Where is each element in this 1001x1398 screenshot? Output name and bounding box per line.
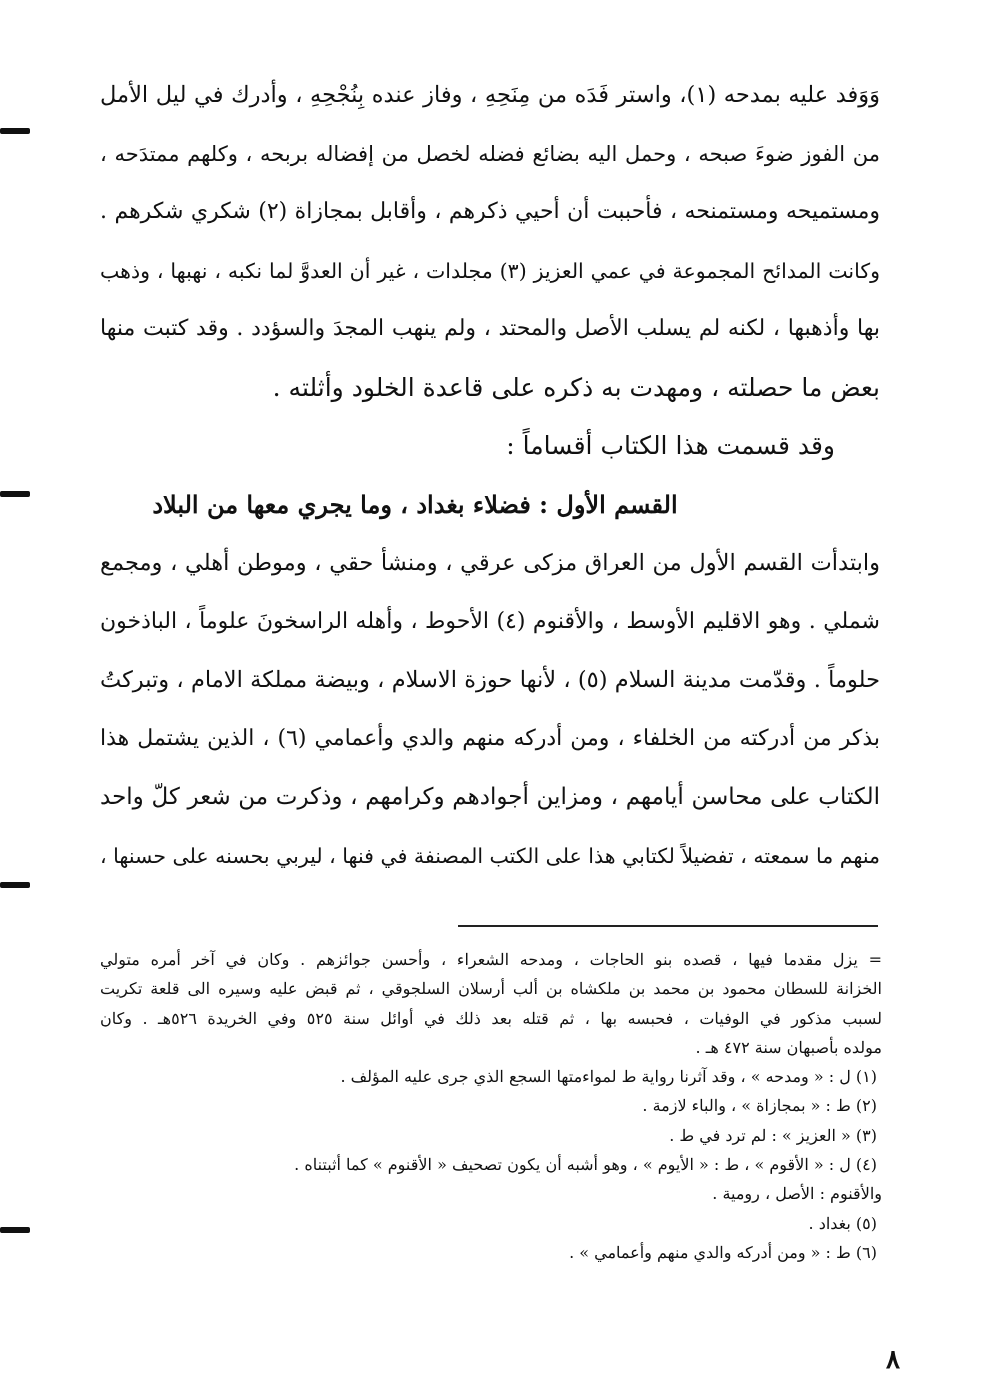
footnote-line: مولده بأصبهان سنة ٤٧٢ هـ . <box>695 1037 882 1057</box>
main-text <box>100 66 880 885</box>
footnotes <box>100 945 882 1267</box>
footnote-line: الخزانة للسطان محمود بن محمد بن ملكشاه بن ألب أرسلان السلجوقي ، ثم قبض عليه وسيره الى قلعة تكريت <box>100 979 882 999</box>
footnote-divider <box>458 925 878 927</box>
footnote-line: (١) ل : « ومدحه » ، وقد آثرنا رواية ط لمواءمتها السجع الذي جرى عليه المؤلف . <box>340 1067 877 1087</box>
text-line: بذكر من أدركته من الخلفاء ، ومن أدركه منهم والدي وأعمامي (٦) ، الذين يشتمل هذا <box>100 725 880 751</box>
text-line: بها وأذهبها ، لكنه لم يسلب الأصل والمحتد ، ولم ينهب المجدَ والسؤدد . وقد كتبت منها <box>100 316 880 341</box>
margin-mark <box>0 882 30 888</box>
footnote-line: (٣) « العزيز » : لم ترد في ط . <box>669 1125 877 1145</box>
text-line: من الفوز ضوءَ صبحه ، وحمل اليه بضائع فضله لخصل من إفضاله بربحه ، وكلهم ممتدَحه ، <box>100 141 880 166</box>
text-line: الكتاب على محاسن أيامهم ، ومزاين أجوادهم وكرامهم ، وذكرت من شعر كلّ واحد <box>100 784 880 810</box>
footnote-line: والأقنوم : الأصل ، رومية . <box>712 1184 882 1204</box>
footnote-line: (٤) ل : « الأقوم » ، ط : « الأيوم » ، وهو أشبه أن يكون تصحيف « الأقنوم » كما أثبتناه . <box>294 1155 877 1175</box>
text-line: وقد قسمت هذا الكتاب أقساماً : <box>506 431 835 460</box>
text-line: ومستميحه ومستمنحه ، فأحببت أن أحيي ذكرهم ، وأقابل بمجازاة (٢) شكري شكرهم . <box>100 199 881 224</box>
text-line: وكانت المدائح المجموعة في عمي العزيز (٣) مجلدات ، غير أن العدوَّ لما نكبه ، نهبها ، وذهب <box>100 258 880 283</box>
text-line: بعض ما حصلته ، ومهدت به ذكره على قاعدة الخلود وأثلته . <box>272 372 880 402</box>
footnote-line: (٥) بغداد . <box>808 1213 877 1233</box>
text-line: منهم ما سمعته ، تفضيلاً لكتابي هذا على الكتب المصنفة في فنها ، ليربي بحسنه على حسنها ، <box>100 843 880 868</box>
footnote-line: (٢) ط : « بمجازاة » ، والباء لازمة . <box>642 1096 877 1116</box>
section-heading: القسم الأول : فضلاء بغداد ، وما يجري معها من البلاد <box>152 489 678 519</box>
footnote-line: لسبب مذكور في الوفيات ، فحبسه بها ، ثم قتله بعد ذلك في أوائل سنة ٥٢٥ وفي الخريدة ٥٢٦هـ . وكان <box>100 1008 883 1028</box>
page-number: ٨ <box>886 1345 900 1375</box>
margin-mark <box>0 128 30 134</box>
text-line: شملي . وهو الاقليم الأوسط ، والأقنوم (٤) الأحوط ، وأهله الراسخونَ علوماً ، الباذخون <box>100 608 880 634</box>
text-line: وابتدأت القسم الأول من العراق مزكى عرقي ، ومنشأ حقي ، وموطن أهلي ، ومجمع <box>100 550 880 576</box>
text-line: وَوَفد عليه بمدحه (١)، واستر فَدَه من مِنَحِهِ ، وفاز عنده بِنُجْحِهِ ، وأدرك في ليل الأمل <box>100 82 880 108</box>
margin-mark <box>0 1227 30 1233</box>
footnote-line: (٦) ط : « ومن أدركه والدي منهم وأعمامي » . <box>569 1242 877 1262</box>
text-line: حلوماً . وقدّمت مدينة السلام (٥) ، لأنها حوزة الاسلام ، وبيضة مملكة الامام ، وتبركتُ <box>100 667 881 693</box>
margin-mark <box>0 491 30 497</box>
footnote-line: = يزل مقدما فيها ، قصده بنو الحاجات ، ومدحه الشعراء ، وأحسن جوائزهم . وكان في آخر أمره متولي <box>100 950 882 969</box>
